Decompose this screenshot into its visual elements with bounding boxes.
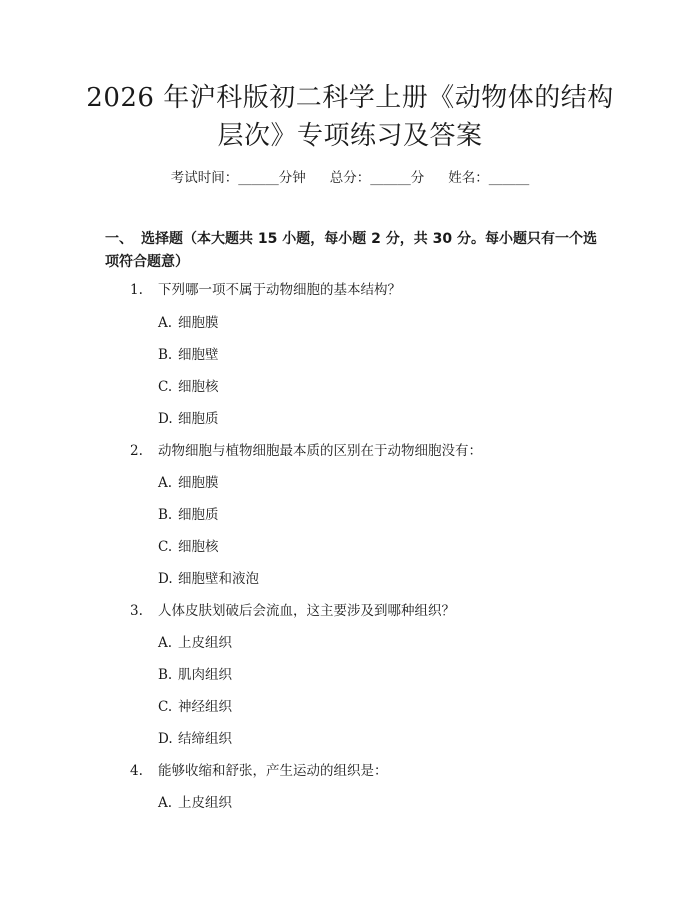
option-text: 细胞质 xyxy=(178,507,219,523)
question-text: 能够收缩和舒张，产生运动的组织是： xyxy=(158,763,388,779)
option-letter: B. xyxy=(158,507,173,523)
question-1-option-b xyxy=(158,345,219,365)
question-2-option-d xyxy=(158,569,259,589)
section-heading xyxy=(105,228,605,274)
option-text: 细胞壁 xyxy=(178,347,219,363)
question-number: 3. xyxy=(130,603,143,619)
question-3-option-d xyxy=(158,729,232,749)
option-text: 肌肉组织 xyxy=(178,667,232,683)
student-name-field: 姓名：______ xyxy=(448,170,530,186)
question-3 xyxy=(130,601,455,621)
option-text: 细胞膜 xyxy=(178,475,219,491)
question-text: 动物细胞与植物细胞最本质的区别在于动物细胞没有： xyxy=(158,443,482,459)
option-text: 细胞质 xyxy=(178,411,219,427)
total-score-field: 总分：______分 xyxy=(329,170,425,186)
question-1-option-c xyxy=(158,377,219,397)
option-text: 上皮组织 xyxy=(178,635,232,651)
option-letter: A. xyxy=(158,475,173,491)
question-2-option-b xyxy=(158,505,219,525)
option-text: 细胞核 xyxy=(178,539,219,555)
option-letter: C. xyxy=(158,699,173,715)
option-text: 细胞壁和液泡 xyxy=(178,571,259,587)
question-3-option-b xyxy=(158,665,232,685)
option-text: 细胞核 xyxy=(178,379,219,395)
document-title-line1: 2026 年沪科版初二科学上册《动物体的结构 xyxy=(86,83,614,113)
option-letter: C. xyxy=(158,379,173,395)
option-text: 神经组织 xyxy=(178,699,232,715)
option-text: 细胞膜 xyxy=(178,315,219,331)
question-number: 1. xyxy=(130,282,143,298)
question-number: 2. xyxy=(130,443,143,459)
question-text: 人体皮肤划破后会流血，这主要涉及到哪种组织？ xyxy=(158,603,455,619)
option-text: 结缔组织 xyxy=(178,731,232,747)
section-heading-text: 选择题（本大题共 15 小题，每小题 2 分，共 30 分。每小题只有一个选项符合题意） xyxy=(105,231,597,270)
question-4 xyxy=(130,761,388,781)
option-letter: A. xyxy=(158,635,173,651)
option-letter: C. xyxy=(158,539,173,555)
section-number: 一、 xyxy=(105,231,133,247)
question-1 xyxy=(130,280,401,300)
question-2-option-a xyxy=(158,473,219,493)
question-number: 4. xyxy=(130,763,143,779)
option-text: 上皮组织 xyxy=(178,795,232,811)
exam-time-field: 考试时间：______分钟 xyxy=(170,170,306,186)
question-2-option-c xyxy=(158,537,219,557)
option-letter: B. xyxy=(158,667,173,683)
question-1-option-a xyxy=(158,313,219,333)
option-letter: A. xyxy=(158,315,173,331)
question-2 xyxy=(130,441,482,461)
question-3-option-a xyxy=(158,633,232,653)
option-letter: D. xyxy=(158,731,173,747)
exam-info-row xyxy=(0,168,700,188)
question-3-option-c xyxy=(158,697,232,717)
option-letter: A. xyxy=(158,795,173,811)
option-letter: D. xyxy=(158,571,173,587)
question-1-option-d xyxy=(158,409,219,429)
option-letter: B. xyxy=(158,347,173,363)
question-4-option-a xyxy=(158,793,232,813)
question-text: 下列哪一项不属于动物细胞的基本结构？ xyxy=(158,282,401,298)
document-title-line2: 层次》专项练习及答案 xyxy=(217,121,483,151)
option-letter: D. xyxy=(158,411,173,427)
